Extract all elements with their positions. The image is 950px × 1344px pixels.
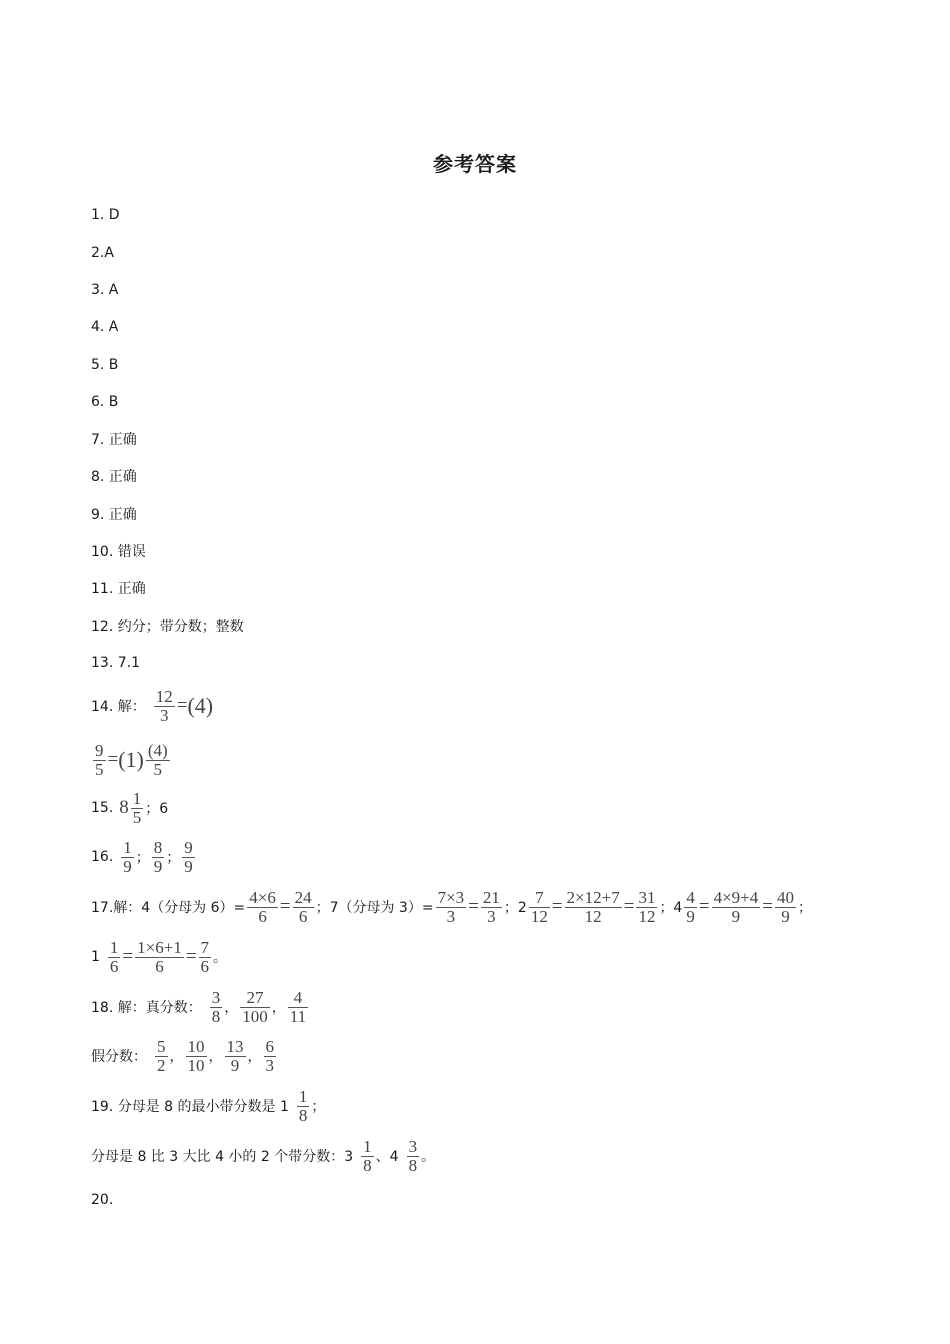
denominator: 5 (132, 807, 142, 827)
text-run: 19. 分母是 8 的最小带分数是 1 (91, 1099, 289, 1115)
fraction (131, 790, 144, 826)
denominator: 9 (123, 856, 132, 876)
numerator: 10 (187, 1037, 205, 1057)
fraction (152, 839, 165, 875)
answer-16-label: 16. (91, 849, 114, 865)
text-run: 1 (91, 949, 100, 965)
answer-17-line-2 (91, 936, 227, 978)
text-run: 、4 (375, 1149, 399, 1165)
numerator: 9 (184, 838, 193, 858)
numerator: (4) (147, 741, 168, 761)
numerator: 1 (123, 838, 132, 858)
denominator: 5 (153, 759, 163, 779)
denominator: 9 (781, 906, 790, 926)
answer-18-line-2 (91, 1035, 278, 1077)
equals-sign: = (762, 896, 773, 917)
numerator: 1 (132, 789, 142, 809)
answer-10: 10. 错误 (91, 544, 146, 560)
equals-sign: = (279, 896, 291, 917)
denominator: 10 (187, 1055, 205, 1075)
separator: ， (224, 1000, 239, 1016)
numerator: 7 (535, 888, 544, 908)
answer-14-line-2 (91, 739, 172, 781)
equals-sign: = (468, 896, 479, 917)
answer-9: 9. 正确 (91, 507, 137, 523)
answer-14-label: 14. 解： (91, 699, 146, 715)
separator: ， (271, 1000, 286, 1016)
denominator: 6 (298, 906, 308, 926)
text-run: 分母是 8 比 3 大比 4 小的 2 个带分数：3 (91, 1149, 354, 1165)
equals-sign: = (122, 946, 134, 967)
text-run: 。 (421, 1149, 436, 1165)
denominator: 9 (184, 856, 193, 876)
numerator: 3 (408, 1137, 418, 1157)
denominator: 6 (155, 956, 164, 976)
numerator: 1×6+1 (137, 938, 182, 958)
fraction (121, 839, 134, 875)
equals-sign: = (551, 896, 563, 917)
text-run: ；7（分母为 3）= (315, 900, 434, 916)
numerator: 24 (294, 888, 312, 908)
answer-18-line-1 (91, 986, 310, 1028)
denominator: 5 (95, 759, 104, 779)
improper-label: 假分数： (91, 1049, 147, 1065)
numerator: 3 (211, 988, 221, 1008)
mixed-whole: 8 (119, 797, 129, 818)
numerator: 1 (363, 1137, 372, 1157)
denominator: 9 (686, 906, 695, 926)
denominator: 3 (446, 906, 456, 926)
fraction (481, 889, 502, 925)
answer-11: 11. 正确 (91, 581, 146, 597)
fraction (684, 889, 697, 925)
numerator: 8 (153, 838, 163, 858)
fraction (155, 1038, 168, 1074)
fraction (712, 889, 761, 925)
fraction (565, 889, 622, 925)
numerator: 4×6 (249, 888, 276, 908)
fraction (186, 1038, 207, 1074)
separator: ， (247, 1049, 262, 1065)
answer-8: 8. 正确 (91, 469, 137, 485)
fraction (210, 989, 223, 1025)
denominator: 9 (153, 856, 163, 876)
denominator: 6 (109, 956, 119, 976)
numerator: 13 (226, 1037, 244, 1057)
answer-12: 12. 约分；带分数；整数 (91, 619, 244, 635)
denominator: 11 (289, 1006, 307, 1026)
text-run: ；2 (503, 900, 527, 916)
answer-3: 3. A (91, 282, 119, 298)
denominator: 12 (530, 906, 548, 926)
fraction (436, 889, 467, 925)
denominator: 2 (157, 1055, 166, 1075)
answer-6: 6. B (91, 394, 119, 410)
answer-18-label: 18. 解：真分数： (91, 1000, 202, 1016)
denominator: 9 (230, 1055, 240, 1075)
text-run: 17.解：4（分母为 6）= (91, 900, 246, 916)
fraction (264, 1038, 277, 1074)
fraction (297, 1088, 310, 1124)
numerator: 6 (265, 1037, 274, 1057)
answer-20: 20. (91, 1192, 114, 1208)
answer-13: 13. 7.1 (91, 655, 140, 671)
denominator: 3 (487, 906, 496, 926)
numerator: 9 (95, 741, 104, 761)
answer-15 (91, 788, 168, 828)
page-title: 参考答案 (433, 152, 517, 176)
numerator: 2×12+7 (566, 888, 620, 908)
fraction (636, 889, 657, 925)
denominator: 3 (159, 705, 169, 725)
answer-14-line-1 (91, 688, 213, 724)
denominator: 8 (363, 1155, 372, 1175)
fraction (108, 939, 121, 975)
denominator: 6 (258, 906, 267, 926)
separator: ； (135, 850, 150, 866)
text-run: ； (797, 900, 812, 916)
numerator: 4 (293, 988, 303, 1008)
answer-7: 7. 正确 (91, 432, 137, 448)
fraction (93, 742, 106, 778)
denominator: 12 (584, 906, 602, 926)
fraction (146, 742, 170, 778)
fraction (240, 989, 270, 1025)
denominator: 3 (265, 1055, 274, 1075)
answer-17-line-1 (91, 886, 812, 928)
equals-sign: = (107, 749, 119, 770)
numerator: 12 (155, 687, 173, 707)
denominator: 8 (211, 1006, 221, 1026)
text-run: ；4 (659, 900, 683, 916)
equals-sign: = (698, 896, 710, 917)
numerator: 5 (157, 1037, 166, 1057)
fraction (288, 989, 308, 1025)
denominator: 6 (200, 956, 210, 976)
numerator: 27 (246, 988, 264, 1008)
answer-15-rest: ；6 (145, 801, 169, 817)
numerator: 7×3 (437, 888, 465, 908)
equals-sign: = (176, 695, 188, 716)
denominator: 12 (638, 906, 656, 926)
answer-2: 2.A (91, 245, 114, 261)
answer-19-line-1 (91, 1086, 325, 1126)
answer-14-whole: (1) (118, 747, 144, 772)
separator: ， (208, 1049, 223, 1065)
answer-14-result-1: (4) (187, 693, 214, 718)
denominator: 8 (408, 1155, 418, 1175)
answer-1: 1. D (91, 207, 120, 223)
answer-4: 4. A (91, 319, 119, 335)
separator: ； (166, 850, 181, 866)
fraction (182, 839, 195, 875)
fraction (529, 889, 550, 925)
numerator: 7 (200, 938, 210, 958)
text-run: ； (311, 1099, 326, 1115)
fraction (154, 688, 175, 724)
answer-5: 5. B (91, 357, 119, 373)
denominator: 9 (731, 906, 741, 926)
numerator: 21 (482, 888, 500, 908)
fraction (199, 939, 212, 975)
fraction (225, 1038, 246, 1074)
equals-sign: = (623, 896, 635, 917)
fraction (293, 889, 314, 925)
numerator: 4 (686, 888, 695, 908)
fraction (407, 1138, 420, 1174)
equals-sign: = (185, 946, 197, 967)
answer-15-label: 15. (91, 800, 114, 816)
numerator: 31 (638, 888, 656, 908)
fraction (247, 889, 278, 925)
numerator: 1 (109, 938, 119, 958)
answer-16 (91, 837, 197, 877)
numerator: 4×9+4 (713, 888, 759, 908)
numerator: 1 (298, 1087, 308, 1107)
fraction (361, 1138, 374, 1174)
text-run: 。 (213, 950, 228, 966)
fraction (775, 889, 796, 925)
denominator: 8 (298, 1105, 308, 1125)
fraction (135, 939, 184, 975)
answer-19-line-2 (91, 1136, 435, 1176)
separator: ， (169, 1049, 184, 1065)
denominator: 100 (242, 1006, 268, 1026)
numerator: 40 (776, 888, 794, 908)
